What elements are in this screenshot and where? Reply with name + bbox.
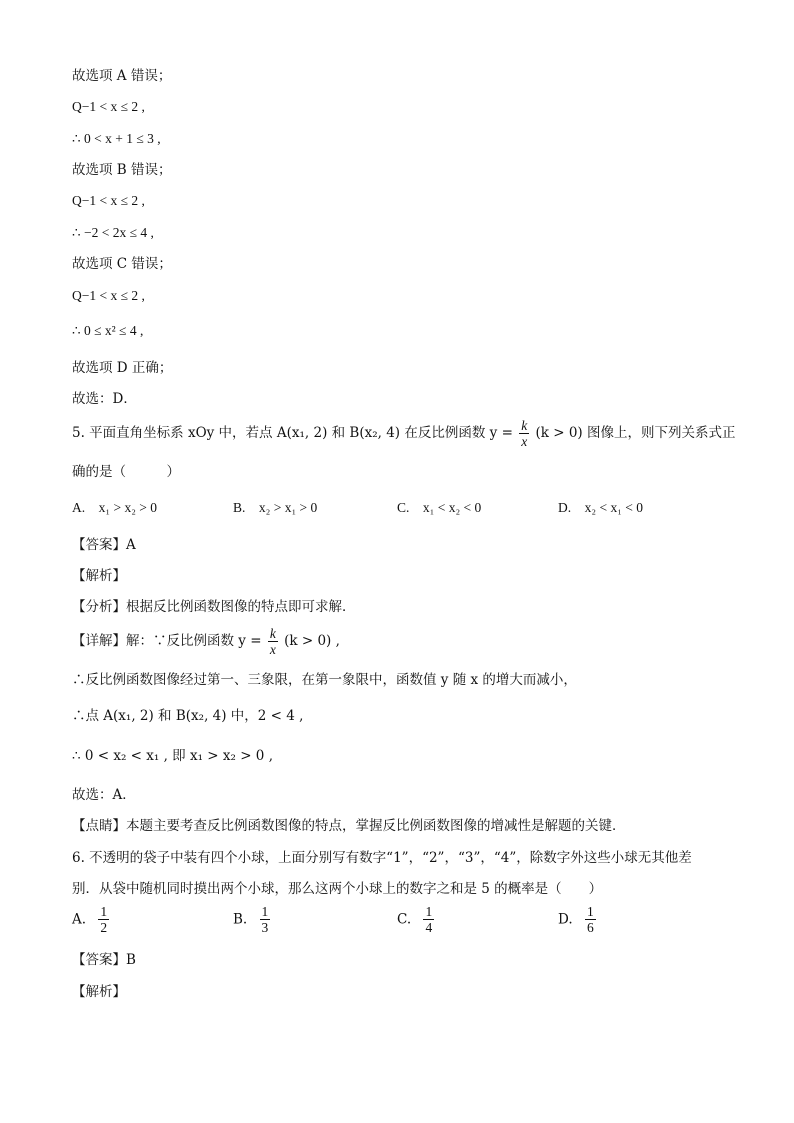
q5-answer: 【答案】A	[72, 537, 136, 553]
q5-stem-part-b: (k > 0) 图像上，则下列关系式正	[535, 425, 736, 441]
q5-detail-fraction-numerator: k	[269, 626, 276, 641]
q5-detail-line-1	[72, 624, 340, 658]
q6-option-c-label: C.	[397, 911, 412, 928]
solution-line-7: 故选项 C 错误；	[72, 256, 172, 272]
q6-option-a-denominator: 2	[100, 920, 108, 935]
q6-stem-line-1: 6. 不透明的袋子中装有四个小球，上面分别写有数字“1”，“2”，“3”，“4”，除数字外这些小球无其他差	[72, 850, 692, 866]
solution-line-5: Q−1 < x ≤ 2 ,	[72, 193, 145, 208]
q6-option-d-numerator: 1	[586, 904, 594, 919]
q5-stem-line-1	[72, 418, 735, 449]
q6-analysis-heading: 【解析】	[72, 984, 126, 1000]
q5-detail-line-5: 故选：A．	[72, 787, 136, 803]
q6-option-a-label: A.	[72, 911, 87, 928]
solution-line-11: 故选：D．	[72, 391, 137, 407]
solution-line-8: Q−1 < x ≤ 2 ,	[72, 288, 145, 303]
q5-detail-fraction-denominator: x	[269, 642, 276, 657]
q6-option-c-fraction	[423, 904, 434, 935]
solution-line-10: 故选项 D 正确；	[72, 360, 173, 376]
q5-detail-line-2: ∴反比例函数图像经过第一、三象限，在第一象限中，函数值 y 随 x 的增大而减小，	[72, 672, 577, 688]
q5-detail-part-b: (k > 0) ,	[284, 633, 340, 649]
q5-detail-line-3: ∴点 A(x₁, 2) 和 B(x₂, 4) 中，2 < 4 ,	[72, 708, 304, 724]
q5-option-d: D. x₂ < x₁ < 0	[558, 500, 644, 515]
q6-option-c	[397, 904, 436, 935]
q6-stem-line-2: 别．从袋中随机同时摸出两个小球，那么这两个小球上的数字之和是 5 的概率是（ ）	[72, 881, 603, 897]
solution-line-9: ∴ 0 ≤ x² ≤ 4 ,	[72, 323, 144, 338]
q5-stem-part-a: 5. 平面直角坐标系 xOy 中，若点 A(x₁, 2) 和 B(x₂, 4) 在反比例函数 y =	[72, 425, 513, 441]
q5-option-a: A. x₁ > x₂ > 0	[72, 500, 158, 515]
solution-line-2: Q−1 < x ≤ 2 ,	[72, 99, 145, 114]
q6-option-a-numerator: 1	[100, 904, 108, 919]
q5-fraction-denominator: x	[521, 434, 528, 449]
q6-option-a-fraction	[98, 904, 109, 935]
q6-option-b	[233, 904, 272, 935]
solution-line-3: ∴ 0 < x + 1 ≤ 3 ,	[72, 131, 161, 146]
q6-option-d	[558, 904, 598, 935]
q5-detail-part-a: 【详解】解：∵反比例函数 y =	[72, 633, 262, 649]
solution-line-6: ∴ −2 < 2x ≤ 4 ,	[72, 225, 154, 240]
q6-option-d-denominator: 6	[586, 920, 594, 935]
q6-option-b-fraction	[260, 904, 271, 935]
q5-fraction	[519, 418, 529, 449]
q6-option-b-label: B.	[233, 911, 248, 928]
q6-option-c-denominator: 4	[425, 920, 433, 935]
q5-fraction-numerator: k	[521, 418, 528, 433]
q6-option-d-label: D.	[558, 911, 573, 928]
q6-option-b-numerator: 1	[261, 904, 269, 919]
q5-analysis-heading: 【解析】	[72, 568, 126, 584]
q5-option-c: C. x₁ < x₂ < 0	[397, 500, 482, 515]
q5-detail-line-4: ∴ 0 < x₂ < x₁ , 即 x₁ > x₂ > 0 ,	[72, 748, 273, 764]
q5-detail-fraction	[268, 626, 278, 657]
q6-option-c-numerator: 1	[425, 904, 433, 919]
q6-option-d-fraction	[585, 904, 596, 935]
solution-line-4: 故选项 B 错误；	[72, 162, 172, 178]
solution-line-1: 故选项 A 错误；	[72, 68, 172, 84]
q5-option-b: B. x₂ > x₁ > 0	[233, 500, 318, 515]
q5-dianjing: 【点睛】本题主要考查反比例函数图像的特点，掌握反比例函数图像的增减性是解题的关键．	[72, 818, 626, 834]
q6-answer: 【答案】B	[72, 952, 136, 968]
q5-analysis-fenxi: 【分析】根据反比例函数图像的特点即可求解．	[72, 599, 356, 615]
q6-option-a	[72, 904, 111, 935]
q6-option-b-denominator: 3	[261, 920, 269, 935]
q5-stem-line-2: 确的是（ ）	[72, 464, 180, 480]
